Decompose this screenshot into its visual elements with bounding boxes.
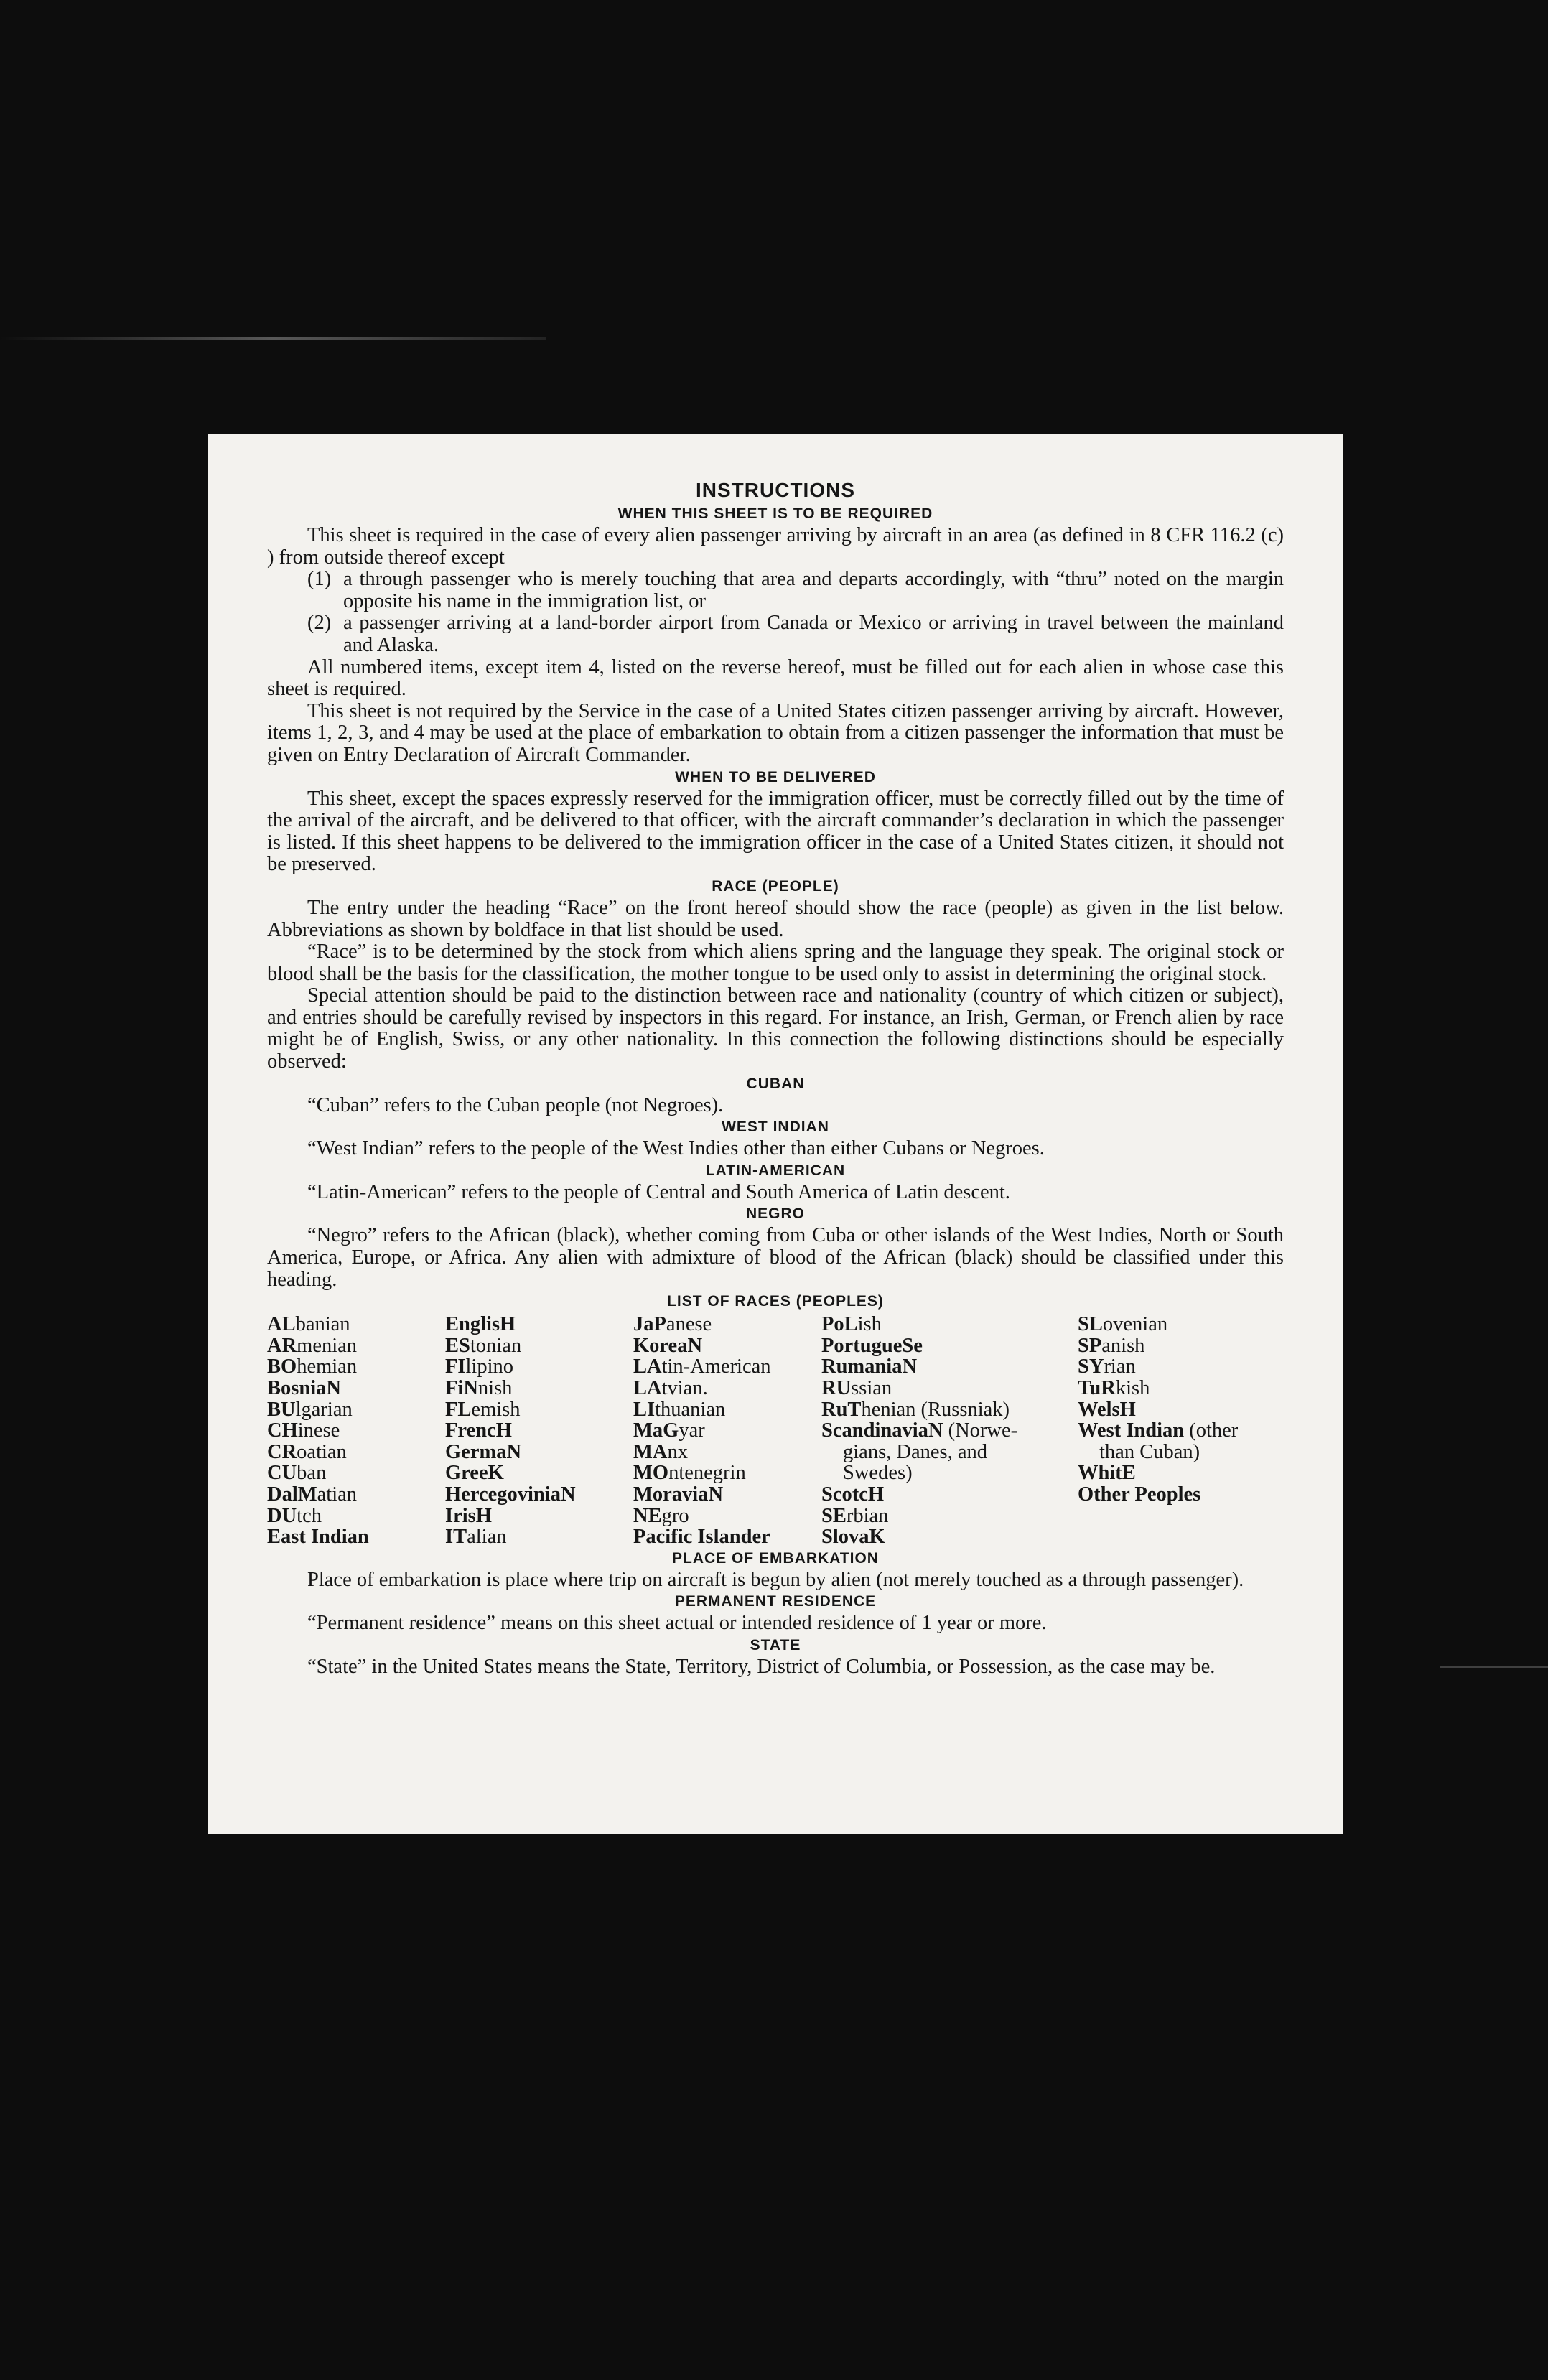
page-title: INSTRUCTIONS — [696, 479, 855, 501]
race-abbreviation: SY — [1078, 1355, 1104, 1378]
race-abbreviation: M — [297, 1483, 317, 1506]
race-entry — [267, 1462, 445, 1484]
item-number: (2) — [307, 612, 332, 635]
race-abbreviation: Portugue — [821, 1334, 903, 1357]
section-heading: LATIN-AMERICAN — [705, 1162, 846, 1179]
race-name-part: alian — [467, 1526, 507, 1549]
race-entry — [821, 1420, 1078, 1442]
race-entry — [445, 1314, 633, 1335]
race-name-part: lgarian — [295, 1398, 353, 1421]
race-abbreviation: K — [488, 1462, 504, 1485]
race-abbreviation: East Indian — [267, 1526, 369, 1549]
race-name-part: lipino — [465, 1355, 514, 1378]
race-name-part: tvian. — [661, 1377, 708, 1399]
section-heading: WHEN THIS SHEET IS TO BE REQUIRED — [617, 505, 933, 522]
paragraph: “Latin-American” refers to the people of Central and South America of Latin descent. — [307, 1180, 1010, 1203]
race-entry — [821, 1484, 1078, 1506]
paragraph: This sheet is required in the case of every alien passenger arriving by aircraft in an area (as defined in 8 CFR 116.2 (c) ) from outside thereof except — [267, 524, 1284, 569]
race-abbreviation: MO — [633, 1462, 669, 1485]
item-number: (1) — [307, 568, 332, 591]
race-entry — [1078, 1314, 1284, 1335]
numbered-item — [307, 569, 1284, 612]
race-name-part: tonian — [470, 1334, 522, 1357]
race-entry — [445, 1506, 633, 1527]
paragraph: This sheet is not required by the Service in the case of a United States citizen passenger arriving by aircraft. However, items 1, 2, 3, and 4 may be used at the place of embarkation to obtain from a citizen passenger the information that must be given on Entry Declaration of Aircraft Commander. — [267, 699, 1284, 766]
race-abbreviation: FI — [445, 1355, 466, 1378]
race-abbreviation: Dal — [267, 1483, 298, 1506]
paragraph: All numbered items, except item 4, listed on the reverse hereof, must be filled out for each alien in whose case this sheet is required. — [267, 655, 1284, 701]
race-entry — [267, 1420, 445, 1442]
race-entry — [633, 1420, 821, 1442]
race-column — [633, 1314, 821, 1548]
race-abbreviation: Scotc — [821, 1483, 868, 1506]
paragraph: “Race” is to be determined by the stock from which aliens spring and the language they speak. The original stock or blood shall be the basis for the classification, the mother tongue to be used only to assist in determining the original stock. — [267, 941, 1284, 985]
race-entry — [821, 1335, 1078, 1357]
race-abbreviation: Bosnia — [267, 1377, 327, 1399]
race-abbreviation: AR — [267, 1334, 297, 1357]
race-abbreviation: ES — [445, 1334, 470, 1357]
race-name-part: henian (Russniak) — [861, 1398, 1010, 1421]
race-entry — [267, 1442, 445, 1463]
race-name-part: ban — [297, 1462, 327, 1485]
race-entry — [633, 1484, 821, 1506]
race-abbreviation: Gree — [445, 1462, 488, 1485]
race-name-part: rbian — [846, 1504, 889, 1527]
race-abbreviation: CU — [267, 1462, 297, 1485]
race-name-part: anish — [1101, 1334, 1145, 1357]
race-entry — [633, 1314, 821, 1335]
race-abbreviation: MaG — [633, 1419, 679, 1442]
race-entry — [821, 1399, 1078, 1421]
race-abbreviation: LA — [633, 1355, 662, 1378]
section-heading: STATE — [750, 1636, 801, 1653]
race-abbreviation: LA — [633, 1377, 662, 1399]
instruction-sheet — [208, 434, 1343, 1834]
race-abbreviation: Iris — [445, 1504, 476, 1527]
race-name-part: banian — [295, 1313, 350, 1336]
race-abbreviation: MA — [633, 1440, 668, 1463]
race-name-part: rian — [1104, 1355, 1136, 1378]
race-abbreviation: Frenc — [445, 1419, 496, 1442]
race-abbreviation: RU — [821, 1377, 852, 1399]
race-abbreviation: FiN — [445, 1377, 478, 1399]
race-abbreviation: Korea — [633, 1334, 688, 1357]
race-abbreviation: AL — [267, 1313, 296, 1336]
race-name-part: ntenegrin — [668, 1462, 746, 1485]
race-name-part: (Norwe- — [943, 1419, 1018, 1442]
section-heading: NEGRO — [745, 1205, 805, 1223]
race-entry — [1078, 1484, 1284, 1506]
race-abbreviation: N — [506, 1440, 522, 1463]
race-list-heading: LIST OF RACES (PEOPLES) — [667, 1293, 884, 1310]
race-entry — [445, 1526, 633, 1548]
race-abbreviation: CH — [267, 1419, 298, 1442]
race-abbreviation: N — [326, 1377, 341, 1399]
race-abbreviation: BO — [267, 1355, 297, 1378]
race-name-part: yar — [679, 1419, 705, 1442]
race-abbreviation: Se — [902, 1334, 923, 1357]
race-entry — [445, 1356, 633, 1378]
race-abbreviation: CR — [267, 1440, 297, 1463]
race-abbreviation: SE — [821, 1504, 847, 1527]
race-entry — [267, 1399, 445, 1421]
race-name-part: gro — [661, 1504, 689, 1527]
race-name-part: nx — [667, 1440, 688, 1463]
race-name-part: tch — [297, 1504, 322, 1527]
race-entry — [821, 1356, 1078, 1378]
race-entry — [821, 1526, 1078, 1548]
race-abbreviation: Rumania — [821, 1355, 903, 1378]
race-abbreviation: RuT — [821, 1398, 862, 1421]
paragraph: This sheet, except the spaces expressly reserved for the immigration officer, must be correctly filled out by the time of the arrival of the aircraft, and be delivered to that officer, with the aircraft commander’s declaration in which the passenger is listed. If this sheet happens to be delivered to the immigration officer in the case of a United States citizen, it should not be preserved. — [267, 787, 1284, 876]
race-abbreviation: SL — [1078, 1313, 1103, 1336]
race-entry — [1078, 1420, 1284, 1442]
race-name-part: thuanian — [655, 1398, 726, 1421]
race-entry — [267, 1378, 445, 1399]
section-heading: WHEN TO BE DELIVERED — [675, 768, 876, 785]
race-entry — [445, 1335, 633, 1357]
race-abbreviation: Moravia — [633, 1483, 709, 1506]
race-abbreviation: FL — [445, 1398, 472, 1421]
race-abbreviation: H — [500, 1313, 516, 1336]
race-abbreviation: Other Peoples — [1078, 1483, 1201, 1506]
race-abbreviation: BU — [267, 1398, 296, 1421]
race-name-part: atian — [317, 1483, 358, 1506]
race-abbreviation: JaP — [633, 1313, 666, 1336]
race-list — [267, 1314, 1284, 1548]
race-entry — [267, 1484, 445, 1506]
race-entry — [1078, 1462, 1284, 1484]
race-entry — [445, 1399, 633, 1421]
race-entry — [267, 1356, 445, 1378]
race-entry — [821, 1442, 1078, 1463]
race-abbreviation: Scandinavia — [821, 1419, 928, 1442]
race-abbreviation: H — [475, 1504, 492, 1527]
race-name-part: ssian — [851, 1377, 892, 1399]
section-heading: PLACE OF EMBARKATION — [672, 1549, 879, 1567]
race-name-part: (other — [1184, 1419, 1239, 1442]
section-heading: WEST INDIAN — [722, 1119, 829, 1136]
race-abbreviation: Germa — [445, 1440, 507, 1463]
race-entry — [633, 1378, 821, 1399]
race-abbreviation: N — [708, 1483, 724, 1506]
scan-artifact-line — [1440, 1666, 1548, 1668]
race-abbreviation: H — [495, 1419, 512, 1442]
race-name-part: ish — [857, 1313, 882, 1336]
race-abbreviation: PoL — [821, 1313, 858, 1336]
race-entry — [1078, 1356, 1284, 1378]
paragraph: The entry under the heading “Race” on the front hereof should show the race (people) as given in the list below. Abbreviations as shown by boldface in that list should be used. — [267, 896, 1284, 941]
paragraph: “Cuban” refers to the Cuban people (not Negroes). — [307, 1093, 724, 1116]
race-name-part: tin-American — [661, 1355, 771, 1378]
race-abbreviation: H — [867, 1483, 885, 1506]
race-name-part: Swedes) — [843, 1462, 913, 1485]
race-entry — [821, 1314, 1078, 1335]
race-name-part: than Cuban) — [1099, 1440, 1200, 1463]
race-entry — [445, 1462, 633, 1484]
race-column — [1078, 1314, 1284, 1548]
item-text: a through passenger who is merely touching that area and departs accordingly, with “thru” noted on the margin opposite his name in the immigration list, or — [343, 568, 1284, 612]
race-name-part: hemian — [297, 1355, 358, 1378]
race-name-part: inese — [297, 1419, 340, 1442]
race-abbreviation: N — [687, 1334, 703, 1357]
race-name-part: menian — [297, 1334, 358, 1357]
race-name-part: nish — [477, 1377, 513, 1399]
section-heading: PERMANENT RESIDENCE — [674, 1593, 877, 1610]
race-entry — [821, 1378, 1078, 1399]
race-entry — [1078, 1335, 1284, 1357]
race-entry — [445, 1378, 633, 1399]
race-entry — [633, 1506, 821, 1527]
race-name-part: kish — [1115, 1377, 1150, 1399]
race-entry — [267, 1335, 445, 1357]
race-abbreviation: N — [902, 1355, 918, 1378]
race-abbreviation: SP — [1078, 1334, 1102, 1357]
paragraph: Special attention should be paid to the distinction between race and nationality (country of which citizen or subject), and entries should be carefully revised by inspectors in this regard. For instance, an Irish, German, or French alien by race might be of English, Swiss, or any other nationality. In this connection the following distinctions should be especially observed: — [267, 984, 1284, 1073]
paragraph: “West Indian” refers to the people of the West Indies other than either Cubans or Negroes. — [307, 1137, 1045, 1160]
race-abbreviation: Wels — [1078, 1398, 1120, 1421]
paragraph: “Negro” refers to the African (black), whether coming from Cuba or other islands of the West Indies, North or South America, Europe, or Africa. Any alien with admixture of blood of the African (black) should be classified under this heading. — [267, 1224, 1284, 1291]
race-abbreviation: Slova — [821, 1526, 869, 1549]
race-abbreviation: DU — [267, 1504, 297, 1527]
race-abbreviation: West Indian — [1078, 1419, 1185, 1442]
race-name-part: gians, Danes, and — [843, 1440, 988, 1463]
race-entry — [821, 1462, 1078, 1484]
race-abbreviation: Englis — [445, 1313, 500, 1336]
race-entry — [633, 1399, 821, 1421]
race-abbreviation: Pacific Islander — [633, 1526, 770, 1549]
race-name-part: emish — [471, 1398, 521, 1421]
race-abbreviation: Hercegovinia — [445, 1483, 561, 1506]
race-entry — [1078, 1442, 1284, 1463]
section-heading: CUBAN — [746, 1075, 805, 1092]
section-heading: RACE (PEOPLE) — [712, 877, 839, 895]
race-abbreviation: K — [869, 1526, 885, 1549]
race-column — [445, 1314, 633, 1548]
race-entry — [1078, 1378, 1284, 1399]
race-abbreviation: E — [1122, 1462, 1136, 1485]
race-entry — [445, 1420, 633, 1442]
race-entry — [445, 1484, 633, 1506]
race-abbreviation: IT — [445, 1526, 467, 1549]
race-entry — [633, 1335, 821, 1357]
race-name-part: oatian — [297, 1440, 347, 1463]
race-entry — [821, 1506, 1078, 1527]
scan-artifact-line — [0, 337, 546, 340]
race-entry — [633, 1356, 821, 1378]
item-text: a passenger arriving at a land-border airport from Canada or Mexico or arriving in travel between the mainland and Alaska. — [343, 612, 1284, 656]
race-abbreviation: N — [928, 1419, 943, 1442]
race-abbreviation: NE — [633, 1504, 662, 1527]
race-entry — [267, 1314, 445, 1335]
race-entry — [633, 1462, 821, 1484]
race-abbreviation: LI — [633, 1398, 656, 1421]
paragraph: Place of embarkation is place where trip on aircraft is begun by alien (not merely touched as a through passenger). — [307, 1568, 1244, 1591]
race-entry — [633, 1526, 821, 1548]
paragraph: “State” in the United States means the State, Territory, District of Columbia, or Possession, as the case may be. — [307, 1655, 1216, 1678]
numbered-item — [307, 612, 1284, 656]
race-entry — [633, 1442, 821, 1463]
race-abbreviation: TuR — [1078, 1377, 1116, 1399]
race-name-part: ovenian — [1102, 1313, 1168, 1336]
race-entry — [267, 1526, 445, 1548]
race-abbreviation: N — [560, 1483, 576, 1506]
paragraph: “Permanent residence” means on this sheet actual or intended residence of 1 year or more. — [307, 1612, 1047, 1635]
race-column — [267, 1314, 445, 1548]
race-entry — [267, 1506, 445, 1527]
race-abbreviation: Whit — [1078, 1462, 1122, 1485]
race-entry — [445, 1442, 633, 1463]
race-name-part: anese — [666, 1313, 712, 1336]
race-column — [821, 1314, 1078, 1548]
race-abbreviation: H — [1119, 1398, 1136, 1421]
race-entry — [1078, 1399, 1284, 1421]
